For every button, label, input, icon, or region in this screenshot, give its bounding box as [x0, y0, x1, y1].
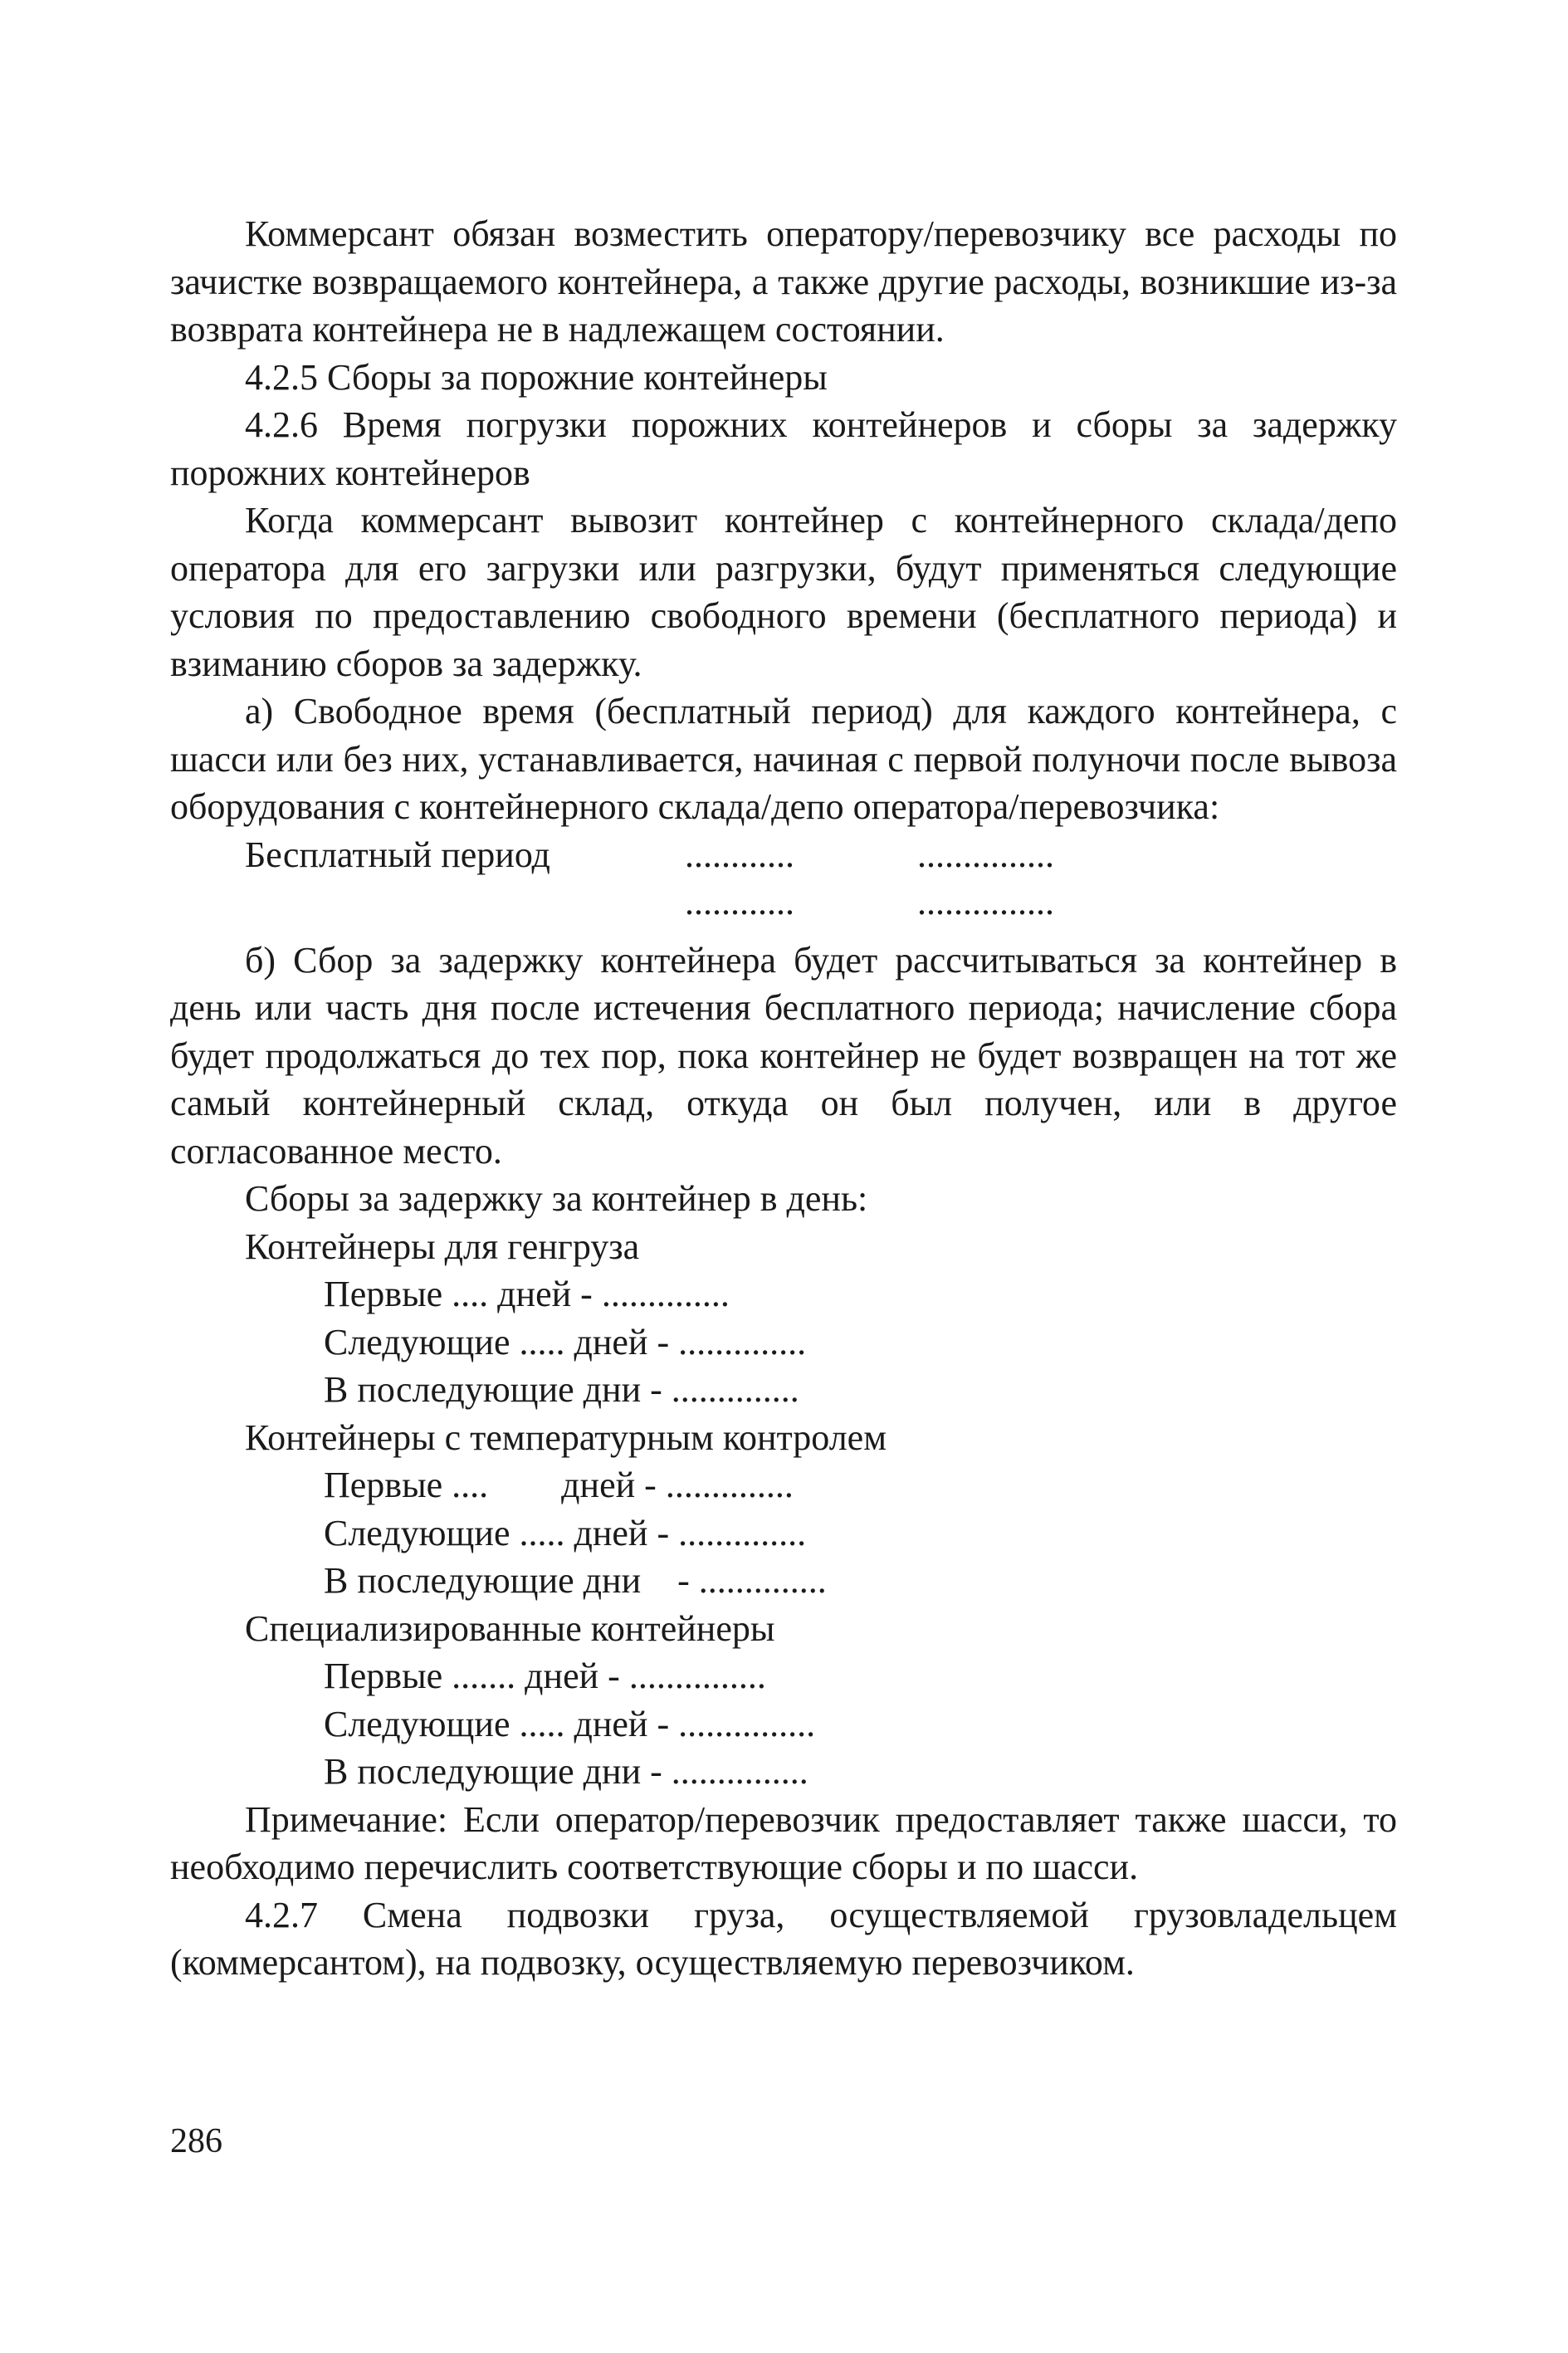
free-period-row-1: [170, 831, 1397, 879]
free-period-blank-2a: ............: [685, 882, 794, 922]
group-line: В последующие дни - ..............: [324, 1369, 799, 1410]
paragraph-free-time: а) Свободное время (бесплатный период) для каждого контейнера, с шасси или без них, устанавливается, начиная с первой полуночи после вывоза оборудования с контейнерного склада/депо оператора/перевозчика:: [170, 691, 1397, 827]
paragraph-retrieval-costs: Коммерсант обязан возместить оператору/перевозчику все расходы по зачистке возвращаемого контейнера, а также другие расходы, возникшие из-за возврата контейнера не в надлежащем состоянии.: [170, 213, 1397, 350]
free-period-row-2: [170, 878, 1397, 927]
detention-fees-heading: Сборы за задержку за контейнер в день:: [245, 1178, 868, 1219]
group-line: Первые .... дней - ..............: [324, 1465, 794, 1505]
group-title-temperature-controlled: Контейнеры с температурным контролем: [245, 1416, 887, 1458]
heading-4-2-6: 4.2.6 Время погрузки порожних контейнеров и сборы за задержку порожних контейнеров: [170, 404, 1397, 493]
paragraph-conditions: Когда коммерсант вывозит контейнер с контейнерного склада/депо оператора для его загрузки или разгрузки, будут применяться следующие условия по предоставлению свободного времени (бесплатного периода) и взиманию сборов за задержку.: [170, 500, 1397, 684]
group-line: В последующие дни - ..............: [324, 1560, 827, 1601]
page-body: [170, 210, 1397, 1987]
free-period-blank-1a: ............: [685, 834, 794, 875]
group-line: Первые .... дней - ..............: [324, 1274, 730, 1314]
free-period-label: Бесплатный период: [245, 834, 550, 875]
paragraph-note: Примечание: Если оператор/перевозчик предоставляет также шасси, то необходимо перечислить соответствующие сборы и по шасси.: [170, 1798, 1397, 1887]
group-line: В последующие дни - ...............: [324, 1751, 808, 1792]
heading-4-2-5: 4.2.5 Сборы за порожние контейнеры: [245, 356, 828, 398]
group-title-general-cargo: Контейнеры для генгруза: [245, 1225, 640, 1267]
group-line: Следующие ..... дней - ..............: [324, 1512, 807, 1553]
group-line: Первые ....... дней - ...............: [324, 1656, 766, 1696]
group-line: Следующие ..... дней - ..............: [324, 1321, 807, 1362]
group-line: Следующие ..... дней - ...............: [324, 1703, 816, 1744]
free-period-blank-2b: ...............: [917, 882, 1054, 922]
heading-4-2-7: 4.2.7 Смена подвозки груза, осуществляемой грузовладельцем (коммерсантом), на подвозку, осуществляемую перевозчиком.: [170, 1894, 1397, 1983]
free-period-blank-1b: ...............: [917, 834, 1054, 875]
page-number: 286: [170, 2122, 222, 2160]
paragraph-detention-fee: б) Сбор за задержку контейнера будет рассчитываться за контейнер в день или часть дня после истечения бесплатного периода; начисление сбора будет продолжаться до тех пор, пока контейнер не будет возвращен на тот же самый контейнерный склад, откуда он был получен, или в другое согласованное место.: [170, 939, 1397, 1172]
group-title-specialized: Специализированные контейнеры: [245, 1607, 775, 1649]
